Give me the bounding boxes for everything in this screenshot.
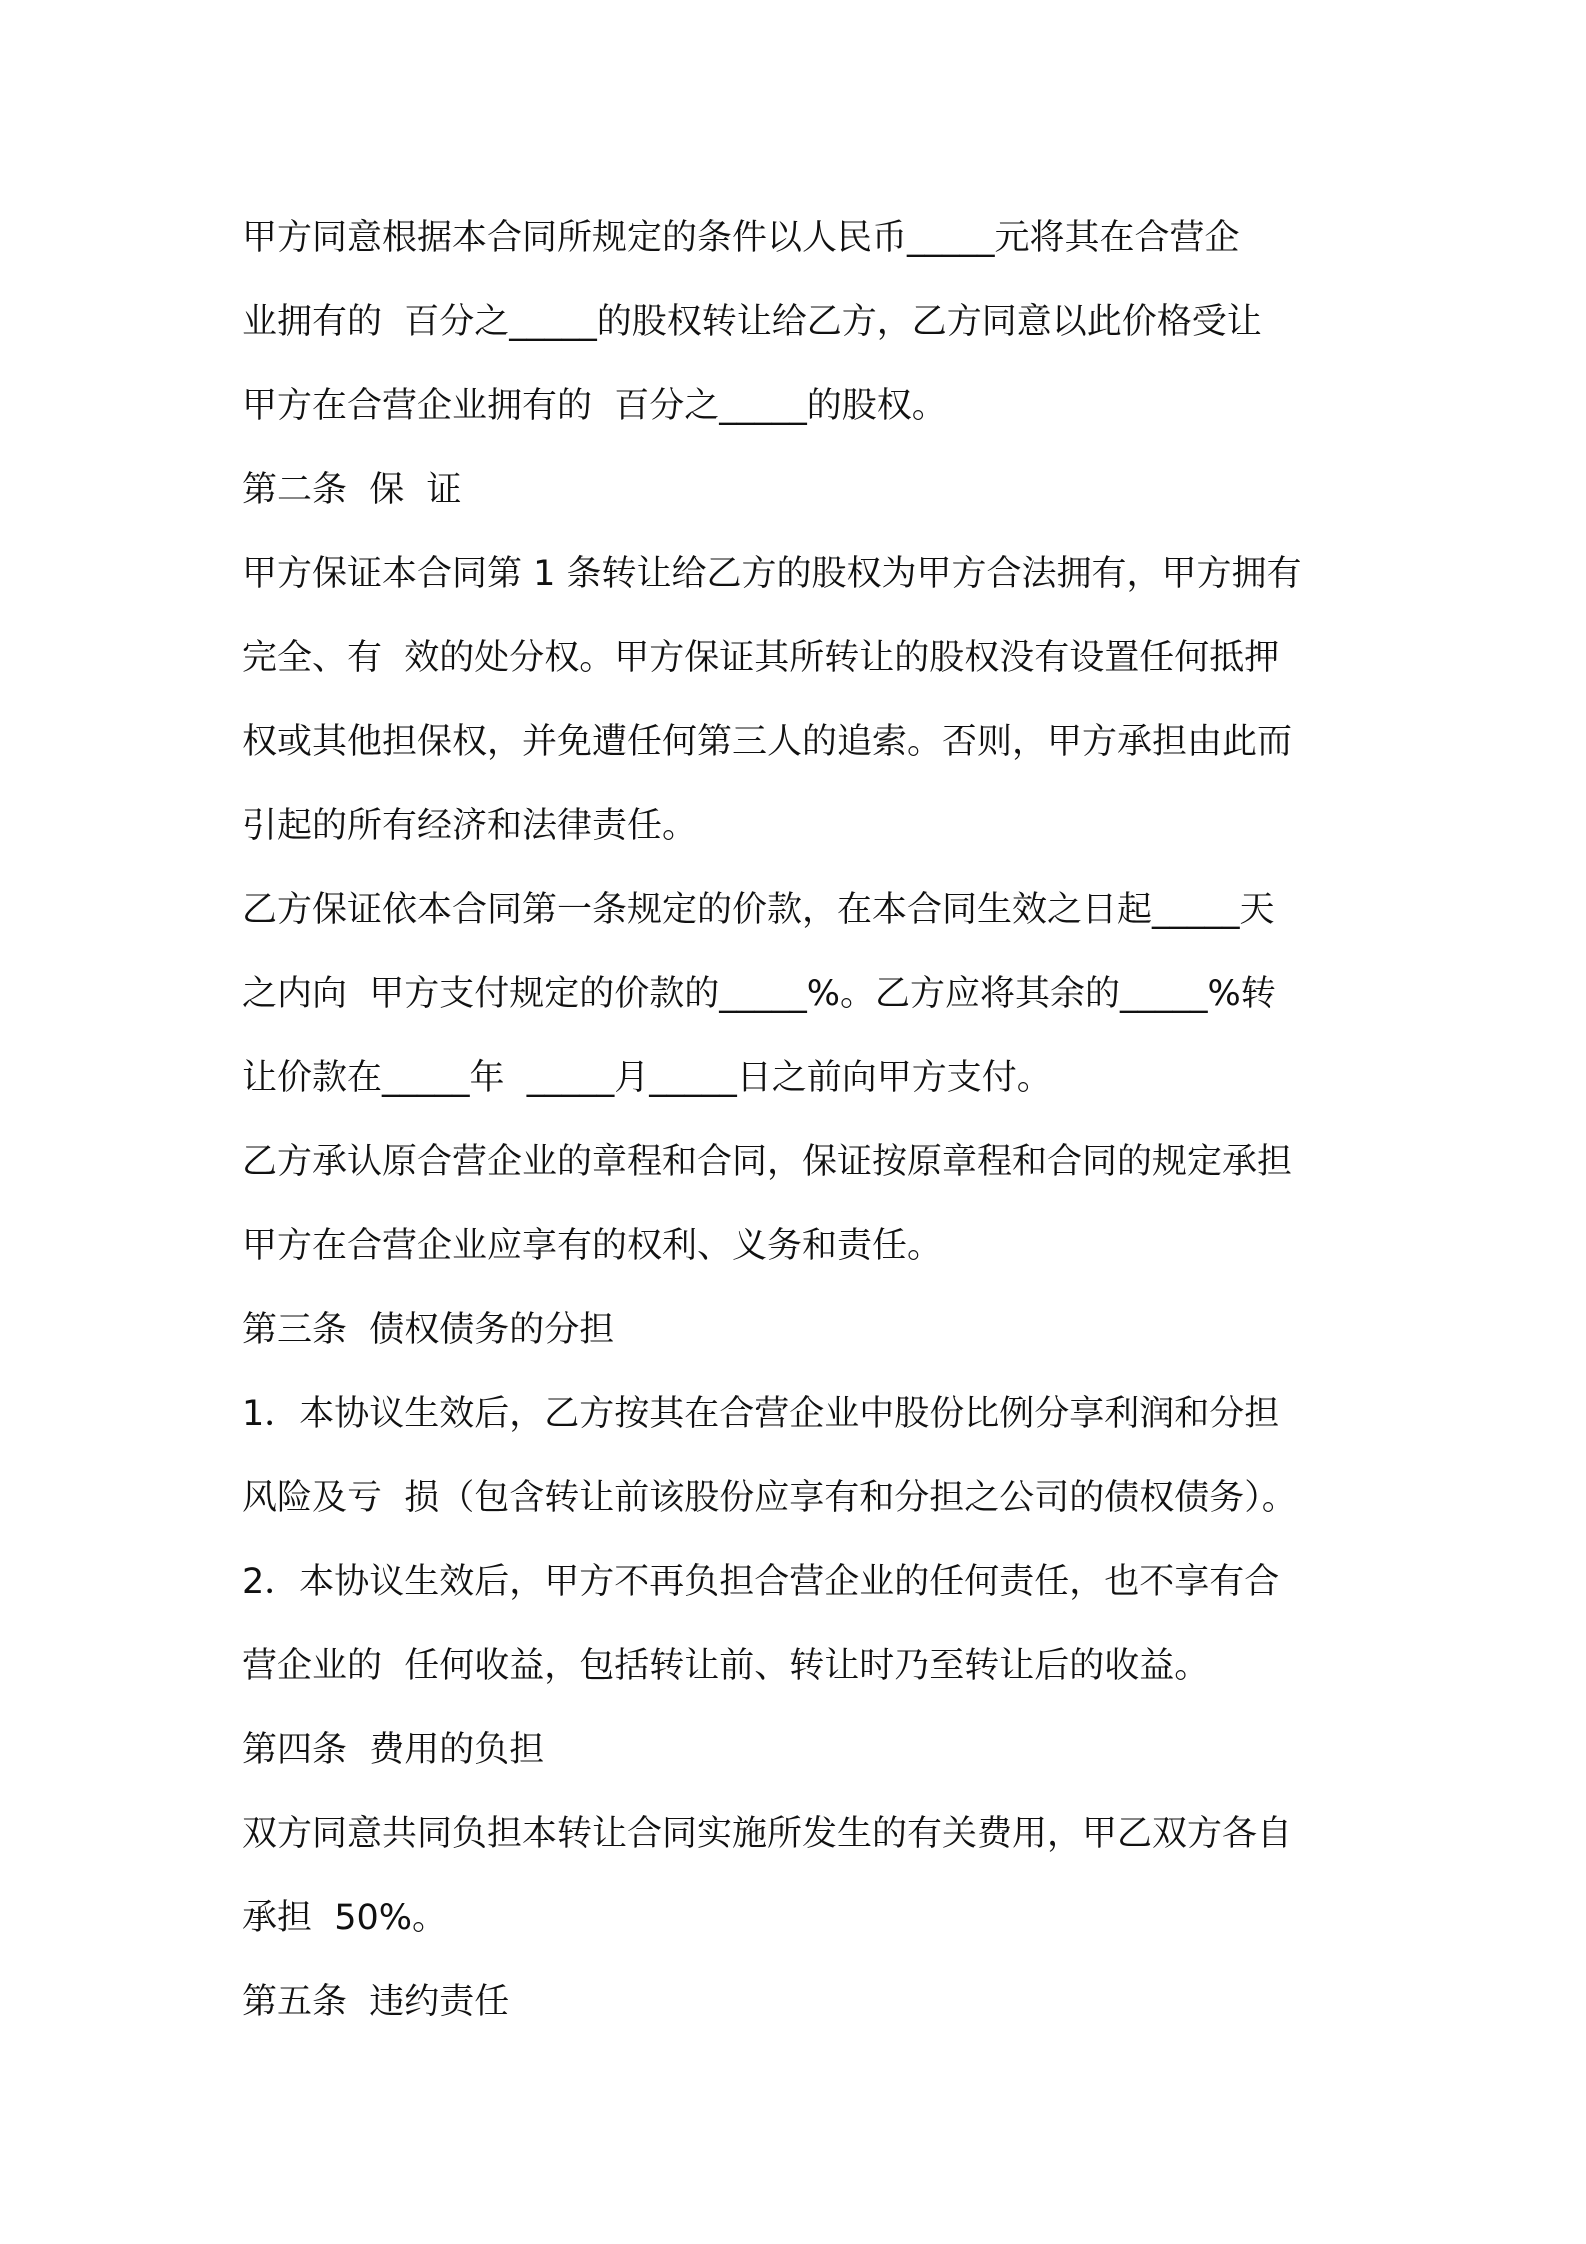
paragraph-line: 业拥有的 百分之_____的股权转让给乙方，乙方同意以此价格受让 (242, 302, 1262, 342)
paragraph-line: 甲方同意根据本合同所规定的条件以人民币_____元将其在合营企 (242, 218, 1240, 258)
paragraph-line: 甲方在合营企业拥有的 百分之_____的股权。 (242, 386, 947, 426)
paragraph-line: 甲方在合营企业应享有的权利、义务和责任。 (242, 1226, 943, 1266)
paragraph-line: 乙方承认原合营企业的章程和合同，保证按原章程和合同的规定承担 (242, 1142, 1293, 1182)
document-body (242, 196, 1362, 2044)
paragraph-line: 承担 50%。 (242, 1898, 448, 1938)
section-heading-debts: 第三条 债权债务的分担 (242, 1310, 615, 1350)
paragraph-line: 营企业的 任何收益，包括转让前、转让时乃至转让后的收益。 (242, 1646, 1210, 1686)
section-heading-liability: 第五条 违约责任 (242, 1982, 510, 2022)
section-heading-guarantee: 第二条 保 证 (242, 470, 462, 510)
section-heading-fees: 第四条 费用的负担 (242, 1730, 545, 1770)
paragraph-line: 双方同意共同负担本转让合同实施所发生的有关费用，甲乙双方各自 (242, 1814, 1293, 1854)
paragraph-line: 甲方保证本合同第 1 条转让给乙方的股权为甲方合法拥有，甲方拥有 (242, 554, 1302, 594)
paragraph-line: 乙方保证依本合同第一条规定的价款，在本合同生效之日起_____天 (242, 890, 1275, 930)
paragraph-line: 完全、有 效的处分权。甲方保证其所转让的股权没有设置任何抵押 (242, 638, 1280, 678)
paragraph-line: 1．本协议生效后，乙方按其在合营企业中股份比例分享利润和分担 (242, 1394, 1280, 1434)
paragraph-line: 2．本协议生效后，甲方不再负担合营企业的任何责任，也不享有合 (242, 1562, 1280, 1602)
paragraph-line: 权或其他担保权，并免遭任何第三人的追索。否则，甲方承担由此而 (242, 722, 1293, 762)
paragraph-line: 让价款在_____年 _____月_____日之前向甲方支付。 (242, 1058, 1052, 1098)
paragraph-line: 引起的所有经济和法律责任。 (242, 806, 698, 846)
paragraph-line: 风险及亏 损（包含转让前该股份应享有和分担之公司的债权债务）。 (242, 1478, 1297, 1518)
paragraph-line: 之内向 甲方支付规定的价款的_____%。乙方应将其余的_____%转 (242, 974, 1276, 1014)
